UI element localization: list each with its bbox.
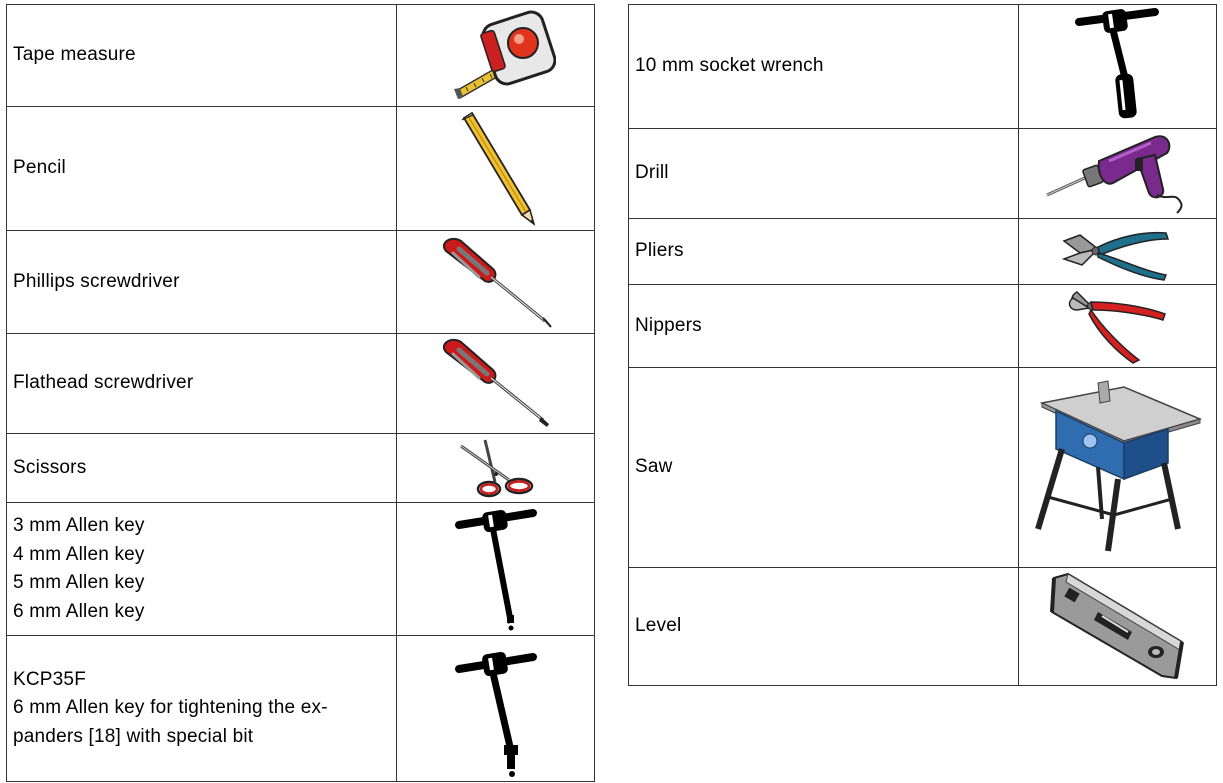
tool-label: Scissors [7, 434, 397, 503]
tool-label: 10 mm socket wrench [629, 5, 1019, 129]
pliers-icon [1019, 219, 1217, 285]
table-row [7, 231, 595, 334]
drill-icon [1019, 129, 1217, 219]
level-icon [1019, 568, 1217, 686]
table-row [7, 5, 595, 107]
nippers-icon [1019, 285, 1217, 368]
phillips-screwdriver-icon [397, 231, 595, 334]
label-line: 6 mm Allen key for tightening the ex- [13, 697, 328, 719]
table-saw-icon [1019, 368, 1217, 568]
table-row [7, 636, 595, 782]
label-line: KCP35F [13, 668, 87, 690]
label-line: panders [18] with special bit [13, 725, 254, 747]
tool-label [7, 503, 397, 636]
table-row [7, 503, 595, 636]
tool-label: Pencil [7, 107, 397, 231]
left-tools-table [6, 4, 595, 782]
flathead-screwdriver-icon [397, 334, 595, 434]
label-line: 4 mm Allen key [13, 543, 145, 565]
label-line: 6 mm Allen key [13, 600, 145, 622]
tool-label: Tape measure [7, 5, 397, 107]
table-row [7, 434, 595, 503]
tool-label: Phillips screwdriver [7, 231, 397, 334]
scissors-icon [397, 434, 595, 503]
table-row [629, 129, 1217, 219]
table-row [629, 368, 1217, 568]
pencil-icon [397, 107, 595, 231]
tool-label: Flathead screwdriver [7, 334, 397, 434]
t-handle-special-bit-icon [397, 636, 595, 782]
table-row [629, 568, 1217, 686]
tool-label: Pliers [629, 219, 1019, 285]
right-tools-table [628, 4, 1217, 686]
table-row [7, 334, 595, 434]
tape-measure-icon [397, 5, 595, 107]
table-row [629, 219, 1217, 285]
socket-wrench-icon [1019, 5, 1217, 129]
tool-label: Level [629, 568, 1019, 686]
tool-label [7, 636, 397, 782]
tool-label: Drill [629, 129, 1019, 219]
tool-label: Saw [629, 368, 1019, 568]
table-row [629, 5, 1217, 129]
label-line: 3 mm Allen key [13, 515, 145, 536]
t-handle-allen-key-icon [397, 503, 595, 636]
table-row [7, 107, 595, 231]
label-line: 5 mm Allen key [13, 572, 145, 593]
tool-label: Nippers [629, 285, 1019, 368]
table-row [629, 285, 1217, 368]
